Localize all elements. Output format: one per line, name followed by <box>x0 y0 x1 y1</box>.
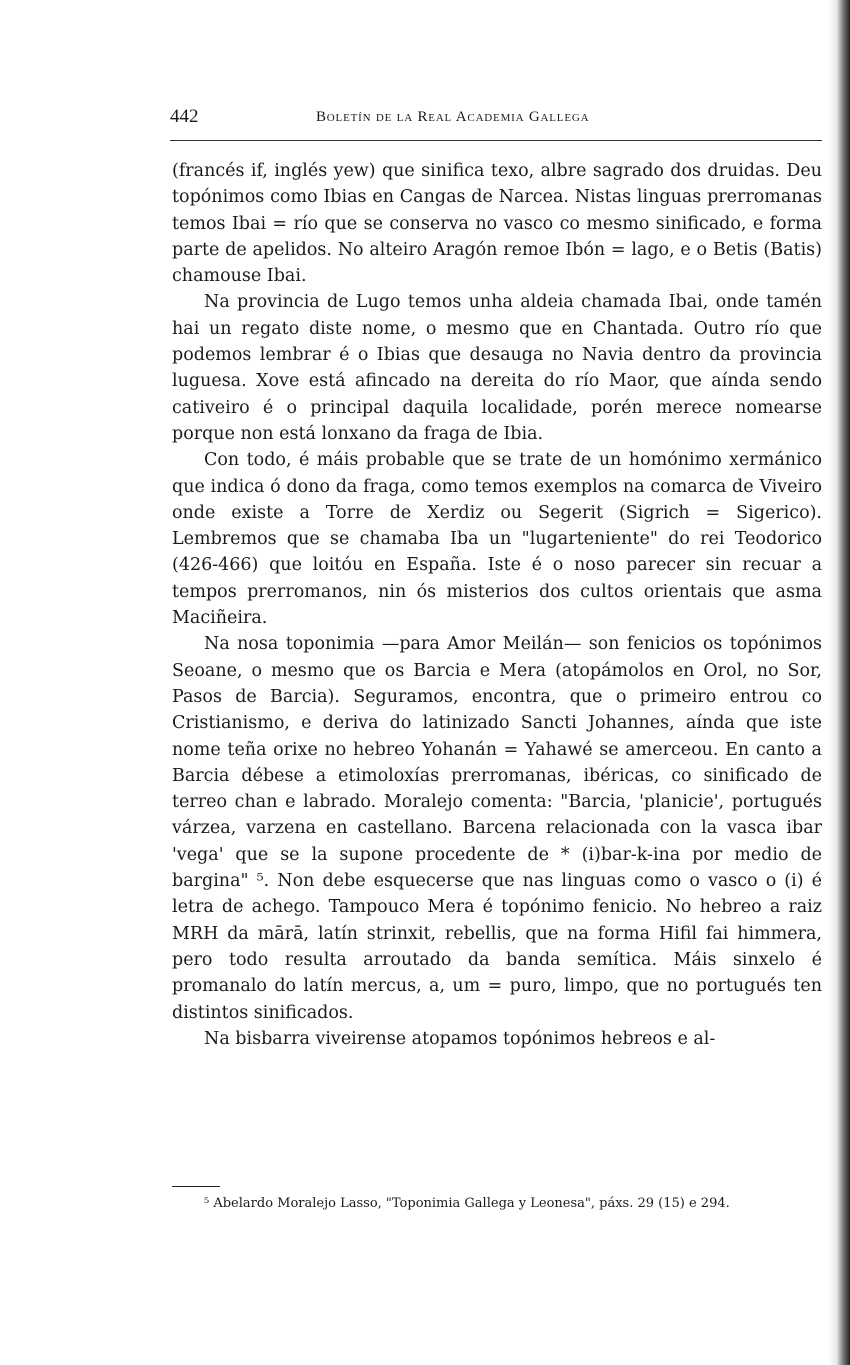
page-edge-shadow <box>828 0 850 1365</box>
paragraph-1: (francés if, inglés yew) que sinifica texo, albre sagrado dos druidas. Deu topónimos como Ibias en Cangas de Narcea. Nistas linguas prerromanas temos Ibai = río que se conserva no vasco co mesmo sinificado, e forma parte de apelidos. No alteiro Aragón remoe Ibón = lago, e o Betis (Batis) chamouse Ibai. <box>172 161 822 287</box>
paragraph-2: Na provincia de Lugo temos unha aldeia chamada Ibai, onde tamén hai un regato diste nome, o mesmo que en Chantada. Outro río que podemos lembrar é o Ibias que desauga no Navia dentro da provincia luguesa. Xove está afincado na dereita do río Maor, que aínda sendo cativeiro é o principal daquila localidade, porén merece nomearse porque non está lonxano da fraga de Ibia. <box>172 292 822 444</box>
page-number: 442 <box>170 106 199 127</box>
body-text <box>172 158 822 1052</box>
paragraph-4: Na nosa toponimia —para Amor Meilán— son fenicios os topónimos Seoane, o mesmo que os Barcia e Mera (atopámolos en Orol, no Sor, Pasos de Barcia). Seguramos, encontra, que o primeiro entrou co Cristianismo, e deriva do latinizado Sancti Johannes, aínda que iste nome teña orixe no hebreo Yohanán = Yahawé se amerceou. En canto a Barcia débese a etimoloxías prerromanas, ibéricas, co sinificado de terreo chan e labrado. Moralejo comenta: "Barcia, 'planicie', portugués várzea, varzena en castellano. Barcena relacionada con la vasca ibar 'vega' que se la supone procedente de * (i)bar-k-ina por medio de bargina" ⁵. Non debe esquecerse que nas linguas como o vasco o (i) é letra de achego. Tampouco Mera é topónimo fenicio. No hebreo a raiz MRH da mārā, latín strinxit, rebellis, que na forma Hifil fai himmera, pero todo resulta arroutado da banda semítica. Máis sinxelo é promanalo do latín mercus, a, um = puro, limpo, que no portugués ten distintos sinificados. <box>172 634 822 1023</box>
footnote: ⁵ Abelardo Moralejo Lasso, "Toponimia Gallega y Leonesa", páxs. 29 (15) e 294. <box>204 1196 730 1211</box>
paragraph-3: Con todo, é máis probable que se trate de un homónimo xermánico que indica ó dono da fraga, como temos exemplos na comarca de Viveiro onde existe a Torre de Xerdiz ou Segerit (Sigrich = Sigerico). Lembremos que se chamaba Iba un "lugarteniente" do rei Teodorico (426-466) que loitóu en España. Iste é o noso parecer sin recuar a tempos prerromanos, nin ós misterios dos cultos orientais que asma Maciñeira. <box>172 450 822 629</box>
paragraph-5: Na bisbarra viveirense atopamos topónimos hebreos e al- <box>204 1028 716 1049</box>
footnote-rule <box>172 1186 220 1187</box>
running-title: Boletín de la Real Academia Gallega <box>316 109 590 125</box>
page-header <box>170 104 822 141</box>
